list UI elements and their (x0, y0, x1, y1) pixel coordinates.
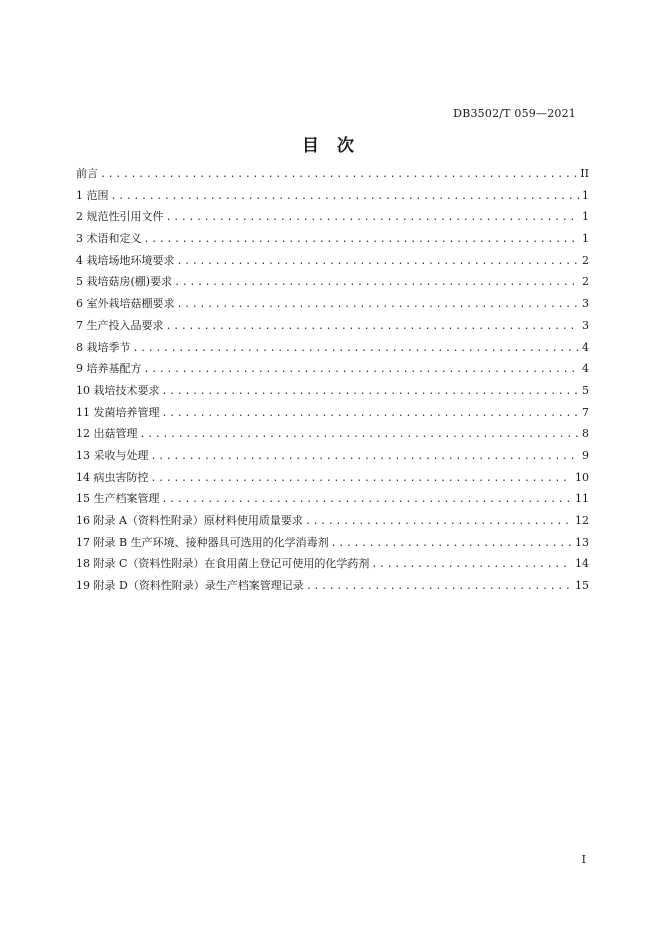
toc-entry-label: 13 采收与处理 (76, 448, 149, 462)
toc-entry-label: 15 生产档案管理 (76, 492, 160, 506)
toc-entry-label: 7 生产投入品要求 (76, 318, 164, 332)
toc-entry-label: 14 病虫害防控 (76, 470, 149, 484)
toc-entry-10[interactable] (76, 382, 589, 404)
toc-entry-label: 18 附录 C（资料性附录）在食用菌上登记可使用的化学药剂 (76, 557, 370, 571)
dot-leader (151, 451, 580, 462)
toc-entry-page: 4 (582, 340, 589, 354)
toc-entry-page: 8 (582, 427, 589, 441)
page-number: I (581, 853, 586, 866)
dot-leader (162, 386, 580, 397)
toc-entry-7[interactable] (76, 317, 589, 339)
toc-entry-label: 前言 (76, 167, 98, 180)
toc-entry-preface[interactable] (76, 165, 589, 187)
toc-entry-page: 15 (575, 579, 589, 593)
toc-entry-label: 11 发菌培养管理 (76, 405, 160, 419)
toc-entry-page: 2 (582, 275, 589, 289)
toc-entry-label: 19 附录 D（资料性附录）录生产档案管理记录 (76, 579, 304, 593)
toc-entry-8[interactable] (76, 339, 589, 361)
toc-entry-1[interactable] (76, 187, 589, 209)
toc-entry-label: 5 栽培菇房(棚)要求 (76, 275, 173, 289)
toc-entry-15[interactable] (76, 490, 589, 512)
toc-entry-17[interactable] (76, 534, 589, 556)
toc-entry-4[interactable] (76, 252, 589, 274)
dot-leader (305, 516, 572, 527)
toc-entry-label: 9 培养基配方 (76, 362, 142, 376)
toc-entry-3[interactable] (76, 230, 589, 252)
dot-leader (371, 559, 572, 570)
dot-leader (162, 408, 580, 419)
toc-entry-label: 10 栽培技术要求 (76, 383, 160, 397)
toc-entry-page: 1 (582, 210, 589, 224)
toc-entry-page: 11 (575, 492, 589, 506)
dot-leader (162, 494, 573, 505)
toc-entry-label: 3 术语和定义 (76, 232, 142, 246)
dot-leader (177, 256, 580, 267)
toc-entry-page: II (580, 167, 589, 180)
dot-leader (140, 429, 580, 440)
dot-leader (151, 473, 573, 484)
toc-entry-label: 1 范围 (76, 188, 109, 202)
toc-entry-label: 2 规范性引用文件 (76, 210, 164, 224)
dot-leader (166, 212, 580, 223)
toc-entry-page: 1 (582, 188, 589, 202)
toc-entry-9[interactable] (76, 360, 589, 382)
toc-entry-13[interactable] (76, 447, 589, 469)
dot-leader (174, 277, 579, 288)
dot-leader (133, 343, 580, 354)
toc-entry-16[interactable] (76, 512, 589, 534)
dot-leader (111, 191, 580, 202)
dot-leader (100, 169, 577, 180)
toc-entry-page: 12 (575, 514, 589, 527)
document-code: DB3502/T 059—2021 (453, 107, 576, 120)
toc-entry-page: 9 (582, 448, 589, 462)
dot-leader (144, 234, 580, 245)
toc-entry-page: 1 (582, 232, 589, 246)
toc-entry-label: 16 附录 A（资料性附录）原材料使用质量要求 (76, 514, 303, 527)
toc-entry-11[interactable] (76, 404, 589, 426)
toc-entry-page: 7 (582, 405, 589, 419)
toc-entry-page: 2 (582, 253, 589, 267)
toc-entry-14[interactable] (76, 469, 589, 491)
toc-entry-12[interactable] (76, 425, 589, 447)
toc-entry-label: 12 出菇管理 (76, 427, 138, 441)
dot-leader (166, 321, 580, 332)
dot-leader (331, 538, 572, 549)
toc-entry-5[interactable] (76, 273, 589, 295)
toc-entry-label: 17 附录 B 生产环境、接种器具可选用的化学消毒剂 (76, 535, 329, 549)
toc-entry-2[interactable] (76, 208, 589, 230)
toc-entry-label: 8 栽培季节 (76, 340, 131, 354)
toc-entry-page: 5 (582, 383, 589, 397)
toc-entry-page: 4 (582, 362, 589, 376)
toc-title: 目 次 (302, 136, 360, 156)
toc-entry-18[interactable] (76, 555, 589, 577)
toc-entry-page: 10 (575, 470, 589, 484)
toc-entry-page: 13 (575, 535, 589, 549)
toc-entry-page: 14 (575, 557, 589, 571)
toc-entry-6[interactable] (76, 295, 589, 317)
dot-leader (306, 581, 572, 592)
toc-entry-page: 3 (582, 318, 589, 332)
toc-entry-label: 6 室外栽培菇棚要求 (76, 297, 175, 311)
toc-entry-19[interactable] (76, 577, 589, 599)
toc-entry-page: 3 (582, 297, 589, 311)
dot-leader (144, 364, 580, 375)
toc-entry-label: 4 栽培场地环境要求 (76, 253, 175, 267)
table-of-contents (76, 165, 589, 599)
dot-leader (177, 299, 580, 310)
